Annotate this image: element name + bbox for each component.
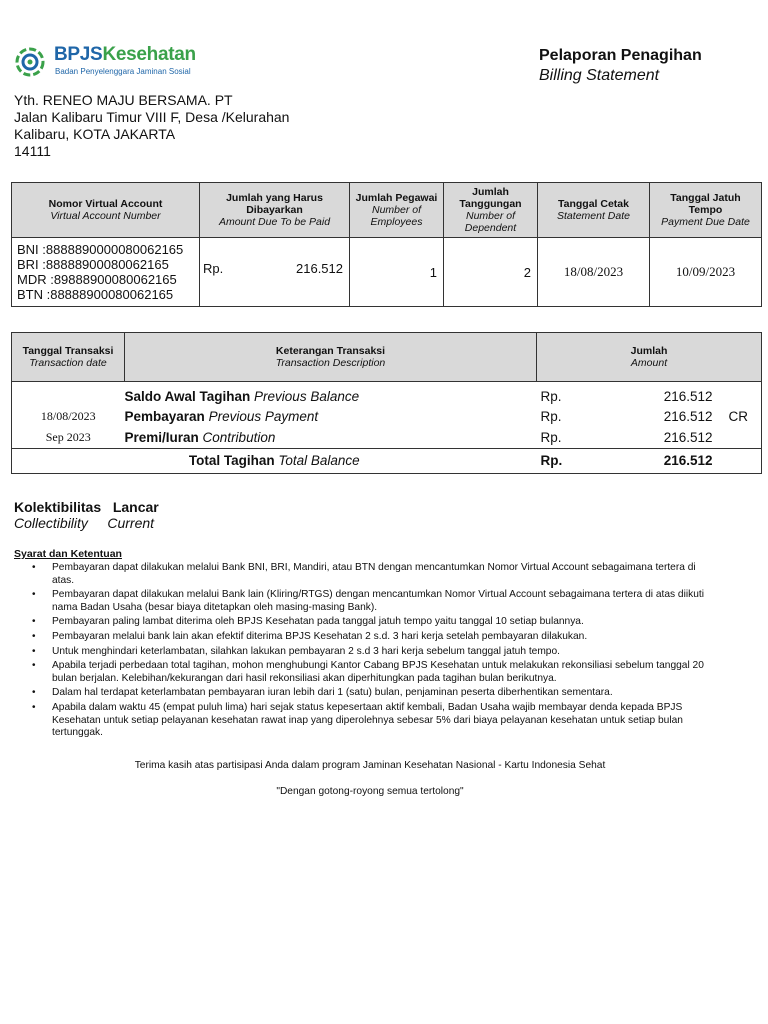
transaction-currency: Rp. bbox=[540, 429, 562, 445]
transaction-amount: 216.512 bbox=[663, 429, 713, 445]
amount-due-cell bbox=[200, 238, 350, 307]
header-statement-date: Tanggal Cetak Statement Date bbox=[538, 183, 650, 238]
total-currency: Rp. bbox=[537, 448, 625, 473]
header-transaction-amount: Jumlah Amount bbox=[537, 333, 762, 382]
billing-summary-table bbox=[11, 182, 762, 307]
transaction-flag: CR bbox=[717, 407, 762, 428]
header-dependents: Jumlah Tanggungan Number of Dependent bbox=[444, 183, 538, 238]
transaction-currency: Rp. bbox=[540, 409, 562, 425]
recipient-street: Jalan Kalibaru Timur VIII F, Desa /Kelurahan bbox=[14, 109, 290, 125]
page-subtitle: Billing Statement bbox=[539, 67, 660, 84]
transaction-date: Sep 2023 bbox=[12, 427, 125, 448]
transaction-description: Pembayaran Previous Payment bbox=[124, 409, 319, 425]
motto-quote: "Dengan gotong-royong semua tertolong" bbox=[276, 786, 464, 797]
collectibility-value-en: Current bbox=[107, 515, 155, 531]
table-row bbox=[12, 407, 762, 428]
list-item: • Pembayaran dapat dilakukan melalui Bank lain (Kliring/RTGS) dengan mencantumkan Nomor Virtual Account sebagaimana tertera di atas diikuti nama Badan Usaha (besar biaya ditetapkan oleh masing-masing Bank). bbox=[32, 589, 704, 613]
total-row bbox=[12, 448, 762, 473]
recipient-address bbox=[14, 92, 289, 160]
list-item: • Dalam hal terdapat keterlambatan pembayaran iuran lebih dari 1 (satu) bulan, penjaminan peserta diberhentikan sementara. bbox=[32, 687, 613, 699]
total-label: Total Tagihan Total Balance bbox=[12, 448, 537, 473]
terms-list bbox=[26, 562, 716, 742]
transaction-currency: Rp. bbox=[540, 388, 562, 404]
header-amount-due: Jumlah yang Harus Dibayarkan Amount Due To be Paid bbox=[200, 183, 350, 238]
va-bri: BRI :88888900080062165 bbox=[17, 257, 169, 272]
bpjs-logo bbox=[14, 44, 214, 80]
va-bni: BNI :8888890000080062165 bbox=[17, 242, 184, 257]
list-item: • Pembayaran dapat dilakukan melalui Bank BNI, BRI, Mandiri, atau BTN dengan mencantumkan Nomor Virtual Account sebagaimana tertera di atas. bbox=[32, 562, 696, 586]
thank-you-note: Terima kasih atas partisipasi Anda dalam program Jaminan Kesehatan Nasional - Kartu Indonesia Sehat bbox=[134, 760, 606, 771]
recipient-city: Kalibaru, KOTA JAKARTA bbox=[14, 126, 176, 142]
recipient-name: Yth. RENEO MAJU BERSAMA. PT bbox=[14, 92, 233, 108]
amount-due-currency: Rp. bbox=[203, 261, 224, 276]
header-virtual-account: Nomor Virtual Account Virtual Account Number bbox=[12, 183, 200, 238]
recipient-postcode: 14111 bbox=[14, 143, 51, 159]
dependents-value: 2 bbox=[444, 238, 538, 307]
table-row bbox=[12, 427, 762, 448]
transaction-description: Premi/Iuran Contribution bbox=[124, 429, 276, 445]
table-row bbox=[12, 382, 762, 407]
amount-due-value: 216.512 bbox=[296, 261, 343, 276]
transaction-description: Saldo Awal Tagihan Previous Balance bbox=[124, 388, 360, 404]
va-mdr: MDR :89888900080062165 bbox=[17, 272, 177, 287]
list-item: • Pembayaran paling lambat diterima oleh BPJS Kesehatan pada tanggal jatuh tempo yaitu tanggal 10 setiap bulannya. bbox=[32, 616, 584, 628]
bpjs-emblem-icon bbox=[14, 46, 46, 78]
collectibility-label: Kolektibilitas bbox=[14, 499, 102, 515]
transaction-date: 18/08/2023 bbox=[12, 407, 125, 428]
terms-title: Syarat dan Ketentuan bbox=[14, 548, 122, 560]
total-amount: 216.512 bbox=[625, 448, 717, 473]
page-title: Pelaporan Penagihan bbox=[539, 47, 702, 64]
collectibility-label-en: Collectibility bbox=[14, 515, 88, 531]
header-due-date: Tanggal Jatuh Tempo Payment Due Date bbox=[650, 183, 762, 238]
list-item: • Apabila dalam waktu 45 (empat puluh lima) hari sejak status kepesertaan aktif kembali, Badan Usaha wajib membayar denda kepada BPJS Kesehatan untuk setiap pelayanan kesehatan rawat inap yang diperolehnya sebesar 5% dari biaya pelayanan kesehatan untuk setiap bulan tertunggak. bbox=[32, 701, 683, 739]
virtual-account-list bbox=[12, 238, 200, 307]
employees-value: 1 bbox=[350, 238, 444, 307]
statement-date-value: 18/08/2023 bbox=[538, 238, 650, 307]
va-btn: BTN :88888900080062165 bbox=[17, 287, 174, 302]
transaction-flag bbox=[717, 427, 762, 448]
transaction-amount: 216.512 bbox=[663, 409, 713, 425]
transaction-flag bbox=[717, 382, 762, 407]
header-transaction-date: Tanggal Transaksi Transaction date bbox=[12, 333, 125, 382]
brand-tagline: Badan Penyelenggara Jaminan Sosial bbox=[55, 67, 191, 76]
collectibility-value: Lancar bbox=[112, 499, 159, 515]
header-transaction-description: Keterangan Transaksi Transaction Description bbox=[125, 333, 537, 382]
total-flag bbox=[717, 448, 762, 473]
transaction-amount: 216.512 bbox=[663, 388, 713, 404]
transactions-table bbox=[11, 332, 762, 474]
list-item: • Pembayaran melalui bank lain akan efektif diterima BPJS Kesehatan 2 s.d. 3 hari kerja setelah pembayaran dilakukan. bbox=[32, 630, 588, 642]
header-employees: Jumlah Pegawai Number of Employees bbox=[350, 183, 444, 238]
transaction-date bbox=[12, 382, 125, 407]
collectibility bbox=[14, 499, 159, 531]
list-item: • Apabila terjadi perbedaan total tagihan, mohon menghubungi Kantor Cabang BPJS Kesehatan untuk melakukan rekonsiliasi sebelum tanggal 20 bulan berjalan. Kelebihan/kekurangan dari hasil rekonsiliasi akan diperhitungkan pada tagihan bulan berikutnya. bbox=[32, 660, 704, 684]
due-date-value: 10/09/2023 bbox=[650, 238, 762, 307]
list-item: • Untuk menghindari keterlambatan, silahkan lakukan pembayaran 2 s.d 3 hari kerja sebelum tanggal jatuh tempo. bbox=[32, 645, 560, 657]
brand-name: BPJSKesehatan bbox=[54, 44, 196, 65]
